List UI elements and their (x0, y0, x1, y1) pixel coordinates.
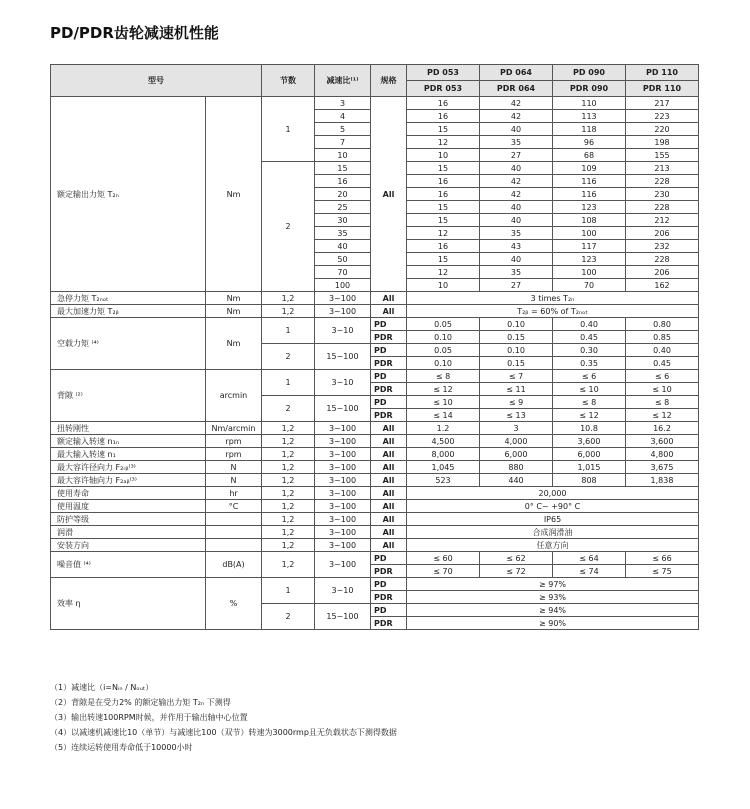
stage-cell: 1,2 (262, 513, 315, 526)
value-cell: 113 (553, 110, 626, 123)
ratio-cell: 3~100 (315, 552, 371, 578)
ratio-cell: 70 (315, 266, 371, 279)
header-model-bottom: PDR 064 (480, 81, 553, 97)
value-cell: 123 (553, 201, 626, 214)
value-cell: 109 (553, 162, 626, 175)
stage-cell: 1,2 (262, 552, 315, 578)
value-cell: ≤ 8 (553, 396, 626, 409)
table-row (51, 487, 699, 500)
param-unit: Nm (206, 305, 262, 318)
value-cell: 108 (553, 214, 626, 227)
value-cell: 40 (480, 253, 553, 266)
ratio-cell: 16 (315, 175, 371, 188)
ratio-cell: 5 (315, 123, 371, 136)
ratio-cell: 35 (315, 227, 371, 240)
param-name: 噪音值 ⁽⁴⁾ (51, 552, 206, 578)
ratio-cell: 20 (315, 188, 371, 201)
param-name: 额定输入转速 n₁ₙ (51, 435, 206, 448)
value-cell: 230 (626, 188, 699, 201)
param-name: 急停力矩 T₂ₙₒₜ (51, 292, 206, 305)
spec-cell: PDR (371, 357, 407, 370)
value-cell: 12 (407, 266, 480, 279)
param-unit (206, 539, 262, 552)
spec-cell: PDR (371, 331, 407, 344)
value-cell: 0.10 (407, 331, 480, 344)
value-cell: 20,000 (407, 487, 699, 500)
ratio-cell: 3~100 (315, 448, 371, 461)
spec-cell: PD (371, 318, 407, 331)
value-cell: ≥ 90% (407, 617, 699, 630)
value-cell: 15 (407, 201, 480, 214)
spec-cell: All (371, 305, 407, 318)
value-cell: 1,045 (407, 461, 480, 474)
ratio-cell: 3~100 (315, 474, 371, 487)
value-cell: ≤ 62 (480, 552, 553, 565)
param-unit: Nm (206, 97, 262, 292)
param-name: 效率 η (51, 578, 206, 630)
value-cell: 0.10 (480, 318, 553, 331)
value-cell: 880 (480, 461, 553, 474)
spec-cell: PD (371, 604, 407, 617)
value-cell: 35 (480, 136, 553, 149)
value-cell: 15 (407, 162, 480, 175)
value-cell: 3 (480, 422, 553, 435)
value-cell: 96 (553, 136, 626, 149)
table-row (51, 474, 699, 487)
ratio-cell: 3~100 (315, 422, 371, 435)
spec-cell: All (371, 448, 407, 461)
param-name: 最大输入转速 n₁ (51, 448, 206, 461)
value-cell: 40 (480, 214, 553, 227)
param-unit: Nm/arcmin (206, 422, 262, 435)
value-cell: 42 (480, 110, 553, 123)
value-cell: 217 (626, 97, 699, 110)
header-model-top: PD 110 (626, 65, 699, 81)
value-cell: 10 (407, 279, 480, 292)
value-cell: 68 (553, 149, 626, 162)
table-row (51, 461, 699, 474)
value-cell: 10 (407, 149, 480, 162)
value-cell: 0.10 (480, 344, 553, 357)
value-cell: 206 (626, 266, 699, 279)
param-name: 使用温度 (51, 500, 206, 513)
value-cell: 任意方向 (407, 539, 699, 552)
param-name: 安装方向 (51, 539, 206, 552)
ratio-cell: 10 (315, 149, 371, 162)
value-cell: 42 (480, 188, 553, 201)
value-cell: 162 (626, 279, 699, 292)
value-cell: 117 (553, 240, 626, 253)
value-cell: 0.15 (480, 331, 553, 344)
param-unit: °C (206, 500, 262, 513)
stage-cell: 2 (262, 344, 315, 370)
value-cell: 10.8 (553, 422, 626, 435)
table-row (51, 513, 699, 526)
value-cell: 206 (626, 227, 699, 240)
stage-cell: 2 (262, 162, 315, 292)
value-cell: 0.05 (407, 344, 480, 357)
value-cell: 12 (407, 227, 480, 240)
param-unit (206, 513, 262, 526)
value-cell: 70 (553, 279, 626, 292)
ratio-cell: 4 (315, 110, 371, 123)
value-cell: 0.30 (553, 344, 626, 357)
spec-cell: PDR (371, 383, 407, 396)
value-cell: 15 (407, 123, 480, 136)
value-cell: 0.40 (553, 318, 626, 331)
ratio-cell: 30 (315, 214, 371, 227)
value-cell: 228 (626, 253, 699, 266)
value-cell: 1,838 (626, 474, 699, 487)
spec-cell: PDR (371, 617, 407, 630)
value-cell: ≤ 14 (407, 409, 480, 422)
ratio-cell: 3~100 (315, 305, 371, 318)
table-row (51, 422, 699, 435)
value-cell: 6,000 (480, 448, 553, 461)
footnote: （5）连续运转使用寿命低于10000小时 (50, 743, 193, 752)
stage-cell: 1 (262, 318, 315, 344)
stage-cell: 1,2 (262, 435, 315, 448)
value-cell: 0.35 (553, 357, 626, 370)
value-cell: 212 (626, 214, 699, 227)
stage-cell: 1 (262, 578, 315, 604)
value-cell: 3,600 (553, 435, 626, 448)
spec-cell: PDR (371, 409, 407, 422)
spec-cell: All (371, 500, 407, 513)
value-cell: 27 (480, 149, 553, 162)
stage-cell: 1,2 (262, 461, 315, 474)
header-model-top: PD 064 (480, 65, 553, 81)
param-name: 最大容许轴向力 F₂ₐᵦ⁽³⁾ (51, 474, 206, 487)
header-spec: 规格 (371, 65, 407, 97)
ratio-cell: 3 (315, 97, 371, 110)
param-name: 额定输出力矩 T₂ₙ (51, 97, 206, 292)
value-cell: 16 (407, 240, 480, 253)
header-model-bottom: PDR 053 (407, 81, 480, 97)
stage-cell: 1,2 (262, 474, 315, 487)
value-cell: 16 (407, 97, 480, 110)
ratio-cell: 100 (315, 279, 371, 292)
table-row (51, 448, 699, 461)
ratio-cell: 3~100 (315, 292, 371, 305)
ratio-cell: 3~100 (315, 487, 371, 500)
value-cell: ≥ 94% (407, 604, 699, 617)
value-cell: 40 (480, 123, 553, 136)
ratio-cell: 7 (315, 136, 371, 149)
value-cell: IP65 (407, 513, 699, 526)
value-cell: 118 (553, 123, 626, 136)
spec-cell: All (371, 487, 407, 500)
value-cell: 100 (553, 227, 626, 240)
value-cell: 0° C~ +90° C (407, 500, 699, 513)
table-row (51, 370, 699, 383)
header-model: 型号 (51, 65, 262, 97)
value-cell: 4,000 (480, 435, 553, 448)
table-row (51, 305, 699, 318)
value-cell: ≤ 13 (480, 409, 553, 422)
stage-cell: 1 (262, 97, 315, 162)
table-row (51, 435, 699, 448)
value-cell: 0.45 (626, 357, 699, 370)
value-cell: ≤ 12 (407, 383, 480, 396)
table-row (51, 292, 699, 305)
value-cell: ≤ 9 (480, 396, 553, 409)
spec-cell: All (371, 97, 407, 292)
value-cell: ≤ 8 (407, 370, 480, 383)
ratio-cell: 40 (315, 240, 371, 253)
value-cell: 16 (407, 175, 480, 188)
ratio-cell: 15~100 (315, 344, 371, 370)
param-unit: arcmin (206, 370, 262, 422)
value-cell: 223 (626, 110, 699, 123)
value-cell: 110 (553, 97, 626, 110)
param-name: 最大容许径向力 F₂ᵣᵦ⁽³⁾ (51, 461, 206, 474)
value-cell: 0.05 (407, 318, 480, 331)
param-unit: rpm (206, 435, 262, 448)
value-cell: 0.85 (626, 331, 699, 344)
value-cell: 116 (553, 175, 626, 188)
value-cell: 228 (626, 175, 699, 188)
spec-cell: All (371, 474, 407, 487)
value-cell: T₂ᵦ = 60% of T₂ₙₒₜ (407, 305, 699, 318)
table-row (51, 97, 699, 110)
header-model-bottom: PDR 090 (553, 81, 626, 97)
value-cell: 228 (626, 201, 699, 214)
stage-cell: 1,2 (262, 500, 315, 513)
value-cell: ≥ 97% (407, 578, 699, 591)
value-cell: 0.45 (553, 331, 626, 344)
value-cell: ≤ 7 (480, 370, 553, 383)
value-cell: ≤ 11 (480, 383, 553, 396)
value-cell: ≤ 75 (626, 565, 699, 578)
value-cell: 42 (480, 175, 553, 188)
param-unit: N (206, 474, 262, 487)
value-cell: 3 times T₂ₙ (407, 292, 699, 305)
value-cell: ≤ 64 (553, 552, 626, 565)
value-cell: 523 (407, 474, 480, 487)
footnote: （2）背隙是在受力2% 的额定输出力矩 T₂ₙ 下测得 (50, 698, 231, 707)
header-model-top: PD 053 (407, 65, 480, 81)
value-cell: 440 (480, 474, 553, 487)
ratio-cell: 15~100 (315, 396, 371, 422)
param-name: 背隙 ⁽²⁾ (51, 370, 206, 422)
value-cell: 1.2 (407, 422, 480, 435)
value-cell: 40 (480, 201, 553, 214)
param-unit: hr (206, 487, 262, 500)
param-name: 润滑 (51, 526, 206, 539)
header-stage: 节数 (262, 65, 315, 97)
param-name: 防护等级 (51, 513, 206, 526)
value-cell: 8,000 (407, 448, 480, 461)
ratio-cell: 25 (315, 201, 371, 214)
stage-cell: 1 (262, 370, 315, 396)
value-cell: 0.10 (407, 357, 480, 370)
value-cell: 0.15 (480, 357, 553, 370)
spec-cell: All (371, 526, 407, 539)
table-row (51, 318, 699, 331)
value-cell: 15 (407, 214, 480, 227)
spec-cell: All (371, 513, 407, 526)
param-unit: N (206, 461, 262, 474)
header-model-bottom: PDR 110 (626, 81, 699, 97)
spec-cell: PD (371, 396, 407, 409)
ratio-cell: 50 (315, 253, 371, 266)
table-row (51, 526, 699, 539)
value-cell: ≤ 6 (626, 370, 699, 383)
param-unit: Nm (206, 318, 262, 370)
ratio-cell: 3~10 (315, 370, 371, 396)
spec-table (50, 64, 699, 630)
spec-cell: PD (371, 344, 407, 357)
value-cell: ≥ 93% (407, 591, 699, 604)
ratio-cell: 3~10 (315, 578, 371, 604)
value-cell: 123 (553, 253, 626, 266)
value-cell: 15 (407, 253, 480, 266)
spec-cell: All (371, 292, 407, 305)
stage-cell: 1,2 (262, 487, 315, 500)
ratio-cell: 3~100 (315, 461, 371, 474)
table-row (51, 539, 699, 552)
value-cell: 合成润滑油 (407, 526, 699, 539)
value-cell: 42 (480, 97, 553, 110)
spec-cell: PD (371, 578, 407, 591)
value-cell: 3,675 (626, 461, 699, 474)
value-cell: 35 (480, 227, 553, 240)
value-cell: 198 (626, 136, 699, 149)
value-cell: 6,000 (553, 448, 626, 461)
param-name: 最大加速力矩 T₂ᵦ (51, 305, 206, 318)
param-name: 扭转刚性 (51, 422, 206, 435)
value-cell: ≤ 6 (553, 370, 626, 383)
footnotes (50, 680, 397, 755)
ratio-cell: 15~100 (315, 604, 371, 630)
stage-cell: 1,2 (262, 448, 315, 461)
page-title: PD/PDR齿轮减速机性能 (50, 24, 219, 42)
value-cell: 12 (407, 136, 480, 149)
spec-cell: PDR (371, 591, 407, 604)
header-ratio: 减速比⁽¹⁾ (315, 65, 371, 97)
param-unit: rpm (206, 448, 262, 461)
value-cell: 43 (480, 240, 553, 253)
value-cell: ≤ 66 (626, 552, 699, 565)
value-cell: ≤ 12 (553, 409, 626, 422)
value-cell: 213 (626, 162, 699, 175)
ratio-cell: 3~10 (315, 318, 371, 344)
ratio-cell: 3~100 (315, 500, 371, 513)
ratio-cell: 3~100 (315, 435, 371, 448)
value-cell: 4,500 (407, 435, 480, 448)
value-cell: ≤ 10 (626, 383, 699, 396)
stage-cell: 1,2 (262, 526, 315, 539)
value-cell: 16 (407, 188, 480, 201)
header-model-top: PD 090 (553, 65, 626, 81)
value-cell: 35 (480, 266, 553, 279)
param-unit (206, 526, 262, 539)
value-cell: 1,015 (553, 461, 626, 474)
value-cell: 220 (626, 123, 699, 136)
ratio-cell: 3~100 (315, 526, 371, 539)
value-cell: ≤ 12 (626, 409, 699, 422)
param-unit: dB(A) (206, 552, 262, 578)
value-cell: 16.2 (626, 422, 699, 435)
value-cell: 0.40 (626, 344, 699, 357)
footnote: （3）输出转速100RPM时候，并作用于输出轴中心位置 (50, 713, 248, 722)
ratio-cell: 3~100 (315, 513, 371, 526)
value-cell: 40 (480, 162, 553, 175)
value-cell: 808 (553, 474, 626, 487)
spec-cell: PD (371, 370, 407, 383)
value-cell: ≤ 74 (553, 565, 626, 578)
param-name: 空载力矩 ⁽⁴⁾ (51, 318, 206, 370)
spec-cell: All (371, 435, 407, 448)
stage-cell: 1,2 (262, 305, 315, 318)
value-cell: 155 (626, 149, 699, 162)
footnote: （1）减速比（i=Nᵢₙ / Nₒᵤₜ） (50, 683, 154, 692)
table-row (51, 552, 699, 565)
spec-cell: All (371, 539, 407, 552)
spec-cell: All (371, 422, 407, 435)
value-cell: 232 (626, 240, 699, 253)
table-row (51, 500, 699, 513)
ratio-cell: 15 (315, 162, 371, 175)
value-cell: 0.80 (626, 318, 699, 331)
stage-cell: 1,2 (262, 422, 315, 435)
param-name: 使用寿命 (51, 487, 206, 500)
param-unit: % (206, 578, 262, 630)
stage-cell: 1,2 (262, 539, 315, 552)
spec-cell: PD (371, 552, 407, 565)
stage-cell: 2 (262, 604, 315, 630)
footnote: （4）以减速机减速比10（单节）与减速比100（双节）转速为3000rmp且无负载状态下测得数据 (50, 728, 397, 737)
value-cell: 3,600 (626, 435, 699, 448)
value-cell: ≤ 72 (480, 565, 553, 578)
value-cell: ≤ 10 (407, 396, 480, 409)
stage-cell: 2 (262, 396, 315, 422)
value-cell: 116 (553, 188, 626, 201)
table-row (51, 578, 699, 591)
value-cell: ≤ 60 (407, 552, 480, 565)
spec-cell: All (371, 461, 407, 474)
value-cell: 4,800 (626, 448, 699, 461)
value-cell: 16 (407, 110, 480, 123)
value-cell: ≤ 70 (407, 565, 480, 578)
ratio-cell: 3~100 (315, 539, 371, 552)
param-unit: Nm (206, 292, 262, 305)
spec-cell: PDR (371, 565, 407, 578)
value-cell: 100 (553, 266, 626, 279)
value-cell: 27 (480, 279, 553, 292)
stage-cell: 1,2 (262, 292, 315, 305)
value-cell: ≤ 8 (626, 396, 699, 409)
value-cell: ≤ 10 (553, 383, 626, 396)
